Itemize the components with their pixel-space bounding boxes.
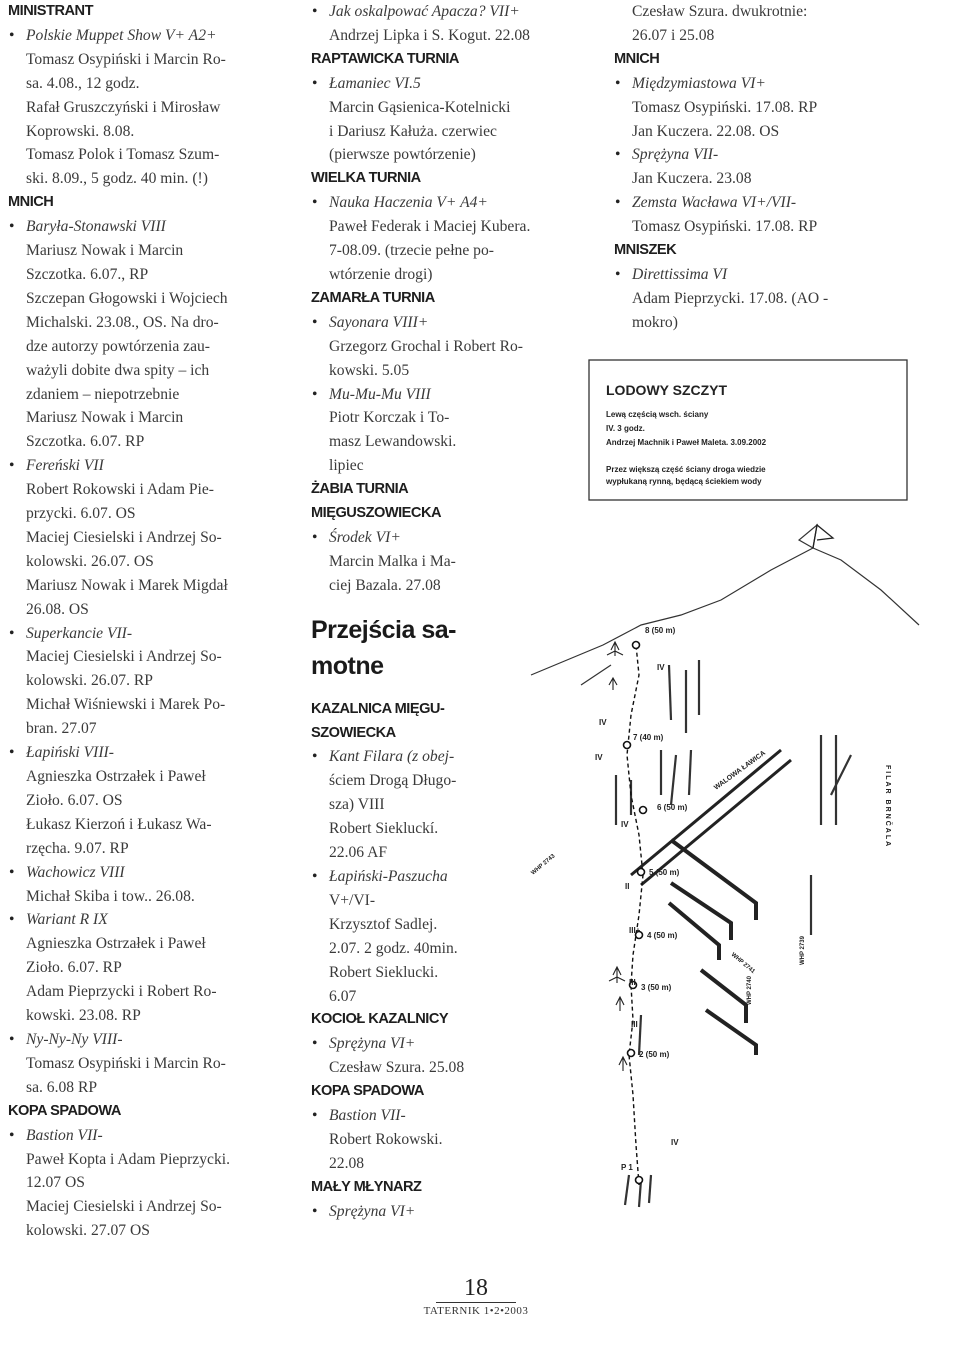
- ascent-detail: Grzegorz Grochal i Robert Ro-: [329, 337, 523, 355]
- route-entry: • Polskie Muppet Show V+ A2+: [8, 24, 300, 48]
- ascent-detail: Andrzej Lipka i S. Kogut. 22.08: [329, 26, 530, 44]
- grade-3: IV: [595, 753, 603, 762]
- ascent-detail: Koprowski. 8.08.: [26, 122, 135, 140]
- ascent-detail: Marcin Malka i Ma-: [329, 552, 456, 570]
- ascent-detail: Paweł Federak i Maciej Kubera.: [329, 218, 531, 236]
- section-heading: KAZALNICA MIĘGU-: [311, 700, 445, 717]
- ascent-detail: Michał Wiśniewski i Marek Po-: [26, 696, 226, 714]
- ascent-detail: Czesław Szura. 25.08: [329, 1059, 465, 1077]
- route-entry: • Wariant R IX: [8, 908, 300, 932]
- ascent-detail: Tomasz Osypiński i Marcin Ro-: [26, 50, 226, 68]
- ledge-label: WALOWA ŁAWICA: [713, 749, 767, 792]
- route-entry: • Łapiński-Paszucha: [311, 865, 601, 889]
- section-heading: MIĘGUSZOWIECKA: [311, 505, 442, 522]
- grade-7: III: [629, 978, 636, 987]
- route-line: [627, 645, 643, 1185]
- section-heading: ZAMARŁA TURNIA: [311, 289, 435, 306]
- belay-4-label: 4 (50 m): [647, 931, 678, 940]
- ascent-detail: 2.07. 2 godz. 40min.: [329, 939, 458, 957]
- ascent-detail: ski. 8.09., 5 godz. 40 min. (!): [26, 170, 208, 188]
- grade-8: III: [631, 1020, 638, 1029]
- ascent-detail: kowski. 23.08. RP: [26, 1007, 141, 1025]
- ascent-detail: Rafał Gruszczyński i Mirosław: [26, 98, 221, 116]
- route-label-2743: WHP 2743: [530, 853, 557, 877]
- route-entry: • Direttissima VI: [614, 263, 914, 287]
- page-number: 18: [464, 1275, 488, 1301]
- page-footer: [376, 1274, 576, 1317]
- route-entry: • Sprężyna VI+: [311, 1200, 601, 1224]
- ascent-detail: 12.07 OS: [26, 1174, 85, 1192]
- walowa-ledge: [631, 750, 791, 885]
- ascent-detail: 26.08. OS: [26, 600, 89, 618]
- ascent-detail: Zioło. 6.07. RP: [26, 959, 122, 977]
- belay-6-label: 6 (50 m): [657, 803, 688, 812]
- route-entry: • Nauka Haczenia V+ A4+: [311, 191, 601, 215]
- ascent-detail: 26.07 i 25.08: [632, 26, 715, 44]
- topo-note-1: Przez większą część ściany droga wiedzie: [606, 465, 766, 474]
- grade-5: II: [625, 882, 630, 891]
- ascent-detail: Paweł Kopta i Adam Pieprzycki.: [26, 1150, 230, 1168]
- belay-labels: [621, 626, 688, 1172]
- ascent-detail: Adam Pieprzycki. 17.08. (AO -: [632, 289, 829, 307]
- ascent-detail: Maciej Ciesielski i Andrzej So-: [26, 528, 222, 546]
- ascent-detail: Robert Siekluckí.: [329, 820, 439, 838]
- route-entry: • Sayonara VIII+: [311, 311, 601, 335]
- ascent-detail: bran. 27.07: [26, 720, 97, 738]
- topo-title: LODOWY SZCZYT: [606, 382, 728, 398]
- route-entry: • Wachowicz VIII: [8, 861, 300, 885]
- route-entry: • Mu-Mu-Mu VIII: [311, 383, 601, 407]
- topo-line-1: Lewą częścią wsch. ściany: [606, 410, 709, 419]
- start-label: P 1: [621, 1163, 633, 1172]
- ascent-detail: Tomasz Polok i Tomasz Szum-: [26, 146, 220, 164]
- grade-6: III+: [629, 926, 641, 935]
- ascent-detail: kolowski. 27.07 OS: [26, 1222, 150, 1240]
- ascent-detail: Łukasz Kierzoń i Łukasz Wa-: [26, 815, 212, 833]
- route-entry: • Baryła-Stonawski VIII: [8, 215, 300, 239]
- grade-2: IV: [599, 718, 607, 727]
- route-entry: • Ny-Ny-Ny VIII-: [8, 1028, 300, 1052]
- ascent-detail: sza) VIII: [329, 796, 385, 814]
- route-entry: • Kant Filara (z obej-: [311, 745, 601, 769]
- section-heading: RAPTAWICKA TURNIA: [311, 50, 459, 67]
- route-label-2741: WHP 2741: [729, 951, 756, 976]
- ascent-detail: (pierwsze powtórzenie): [329, 146, 476, 164]
- ascent-detail: Szczepan Głogowski i Wojciech: [26, 289, 228, 307]
- ascent-detail: sa. 4.08., 12 godz.: [26, 74, 140, 92]
- ascent-detail: 22.06 AF: [329, 844, 388, 862]
- route-entry: • Międzymiastowa VI+: [614, 72, 914, 96]
- route-entry: • Sprężyna VII-: [614, 143, 914, 167]
- ascent-detail: Zioło. 6.07. OS: [26, 791, 123, 809]
- ascent-detail: lipiec: [329, 457, 364, 475]
- ascent-detail: Piotr Korczak i To-: [329, 409, 450, 427]
- section-heading: KOCIOŁ KAZALNICY: [311, 1011, 449, 1028]
- pillar-label: FILAR BRNČALA: [884, 765, 891, 849]
- ascent-detail: Michał Skiba i tow.. 26.08.: [26, 887, 195, 905]
- route-entry: • Łapiński VIII-: [8, 741, 300, 765]
- topo-line-3: Andrzej Machnik i Paweł Maleta. 3.09.2002: [606, 438, 767, 447]
- belay-5-label: 5 (50 m): [649, 868, 680, 877]
- route-entry: • Zemsta Wacława VI+/VII-: [614, 191, 914, 215]
- journal-name: TATERNIK 1•2•2003: [423, 1305, 529, 1317]
- ascent-detail: rzęcha. 9.07. RP: [26, 839, 129, 857]
- text-column-3: [614, 0, 914, 335]
- route-entry: • Fereński VII: [8, 454, 300, 478]
- belay-2-label: 2 (50 m): [639, 1050, 670, 1059]
- topo-terraces: [669, 840, 756, 1055]
- topo-line-2: IV. 3 godz.: [606, 424, 645, 433]
- section-heading: SZOWIECKA: [311, 724, 396, 741]
- ascent-detail: ciej Bazala. 27.08: [329, 576, 441, 594]
- ascent-detail: Maciej Ciesielski i Andrzej So-: [26, 1198, 222, 1216]
- ascent-detail: zdaniem – niepotrzebnie: [26, 385, 180, 403]
- grade-9: IV: [671, 1138, 679, 1147]
- grade-4: IV: [621, 820, 629, 829]
- ascent-detail: Tomasz Osypiński. 17.08. RP: [632, 98, 818, 116]
- ascent-detail: Czesław Szura. dwukrotnie:: [632, 3, 808, 20]
- subsection-title: Przejścia sa-: [311, 615, 456, 644]
- ascent-detail: mokro): [632, 313, 678, 331]
- ascent-detail: i Dariusz Kałuża. czerwiec: [329, 122, 497, 140]
- ascent-detail: ściem Drogą Długo-: [329, 772, 457, 790]
- ascent-detail: Mariusz Nowak i Marek Migdał: [26, 576, 228, 594]
- footer-rule: [436, 1302, 516, 1303]
- ascent-detail: przycki. 6.07. OS: [26, 505, 136, 523]
- route-topo-diagram: [521, 355, 921, 1215]
- route-entry: • Bastion VII-: [311, 1104, 601, 1128]
- belay-8-label: 8 (50 m): [645, 626, 676, 635]
- ascent-detail: wtórzenie drogi): [329, 265, 433, 283]
- ascent-detail: ważyli dobite dwa spity – ich: [26, 361, 210, 379]
- route-entry: • Jak oskalpować Apacza? VII+: [311, 0, 601, 24]
- subsection-title: motne: [311, 651, 384, 680]
- ascent-detail: Jan Kuczera. 22.08. OS: [632, 122, 780, 140]
- ascent-detail: Maciej Ciesielski i Andrzej So-: [26, 648, 222, 666]
- ascent-detail: sa. 6.08 RP: [26, 1078, 98, 1096]
- ascent-detail: Robert Rokowski.: [329, 1130, 443, 1148]
- ascent-detail: 22.08: [329, 1154, 365, 1172]
- ascent-detail: Jan Kuczera. 23.08: [632, 170, 752, 188]
- section-heading: KOPA SPADOWA: [311, 1083, 424, 1100]
- topo-note-2: wypłukaną rynną, będącą ściekiem wody: [606, 477, 762, 486]
- topo-ridge-lines: [531, 525, 919, 685]
- section-heading: MNISZEK: [614, 242, 677, 259]
- ascent-detail: kolowski. 26.07. OS: [26, 552, 154, 570]
- route-label-2739: WHP 2739: [800, 936, 806, 965]
- ascent-detail: Mariusz Nowak i Marcin: [26, 409, 184, 427]
- ascent-detail: Tomasz Osypiński. 17.08. RP: [632, 218, 818, 236]
- ascent-detail: 6.07: [329, 987, 357, 1005]
- section-heading: MNICH: [614, 50, 660, 67]
- ascent-detail: V+/VI-: [329, 891, 376, 909]
- route-label-2740: WHP 2740: [747, 976, 753, 1005]
- route-entry: • Sprężyna VI+: [311, 1032, 601, 1056]
- ascent-detail: Robert Sieklucki.: [329, 963, 439, 981]
- ascent-detail: Agnieszka Ostrzałek i Paweł: [26, 935, 206, 953]
- section-heading: MINISTRANT: [8, 3, 93, 19]
- section-heading: MNICH: [8, 194, 54, 211]
- route-entry: • Superkancie VII-: [8, 622, 300, 646]
- summit-flag-icon: [813, 525, 833, 548]
- ascent-detail: Krzysztof Sadlej.: [329, 915, 438, 933]
- ascent-detail: Szczotka. 6.07., RP: [26, 265, 149, 283]
- section-heading: MAŁY MŁYNARZ: [311, 1178, 422, 1195]
- section-heading: ŻABIA TURNIA: [311, 481, 409, 498]
- route-entry: • Bastion VII-: [8, 1124, 300, 1148]
- ascent-detail: kolowski. 26.07. RP: [26, 672, 153, 690]
- ascent-detail: Adam Pieprzycki i Robert Ro-: [26, 983, 217, 1001]
- ascent-detail: Michalski. 23.08., OS. Na dro-: [26, 313, 219, 331]
- route-entry: • Łamaniec VI.5: [311, 72, 601, 96]
- section-heading: KOPA SPADOWA: [8, 1102, 121, 1119]
- belay-stations: [624, 642, 647, 1184]
- grade-1: IV: [657, 663, 665, 672]
- section-heading: WIELKA TURNIA: [311, 170, 421, 187]
- text-column-1: [8, 0, 300, 1243]
- ascent-detail: dze autorzy powtórzenia zau-: [26, 337, 210, 355]
- ascent-detail: Mariusz Nowak i Marcin: [26, 242, 184, 260]
- ascent-detail: kowski. 5.05: [329, 361, 410, 379]
- belay-7-label: 7 (40 m): [633, 733, 664, 742]
- ascent-detail: 7-08.09. (trzecie pełne po-: [329, 242, 494, 260]
- ascent-detail: Tomasz Osypiński i Marcin Ro-: [26, 1054, 226, 1072]
- ascent-detail: Agnieszka Ostrzałek i Paweł: [26, 768, 206, 785]
- ascent-detail: Marcin Gąsienica-Kotelnicki: [329, 98, 511, 116]
- ascent-detail: Robert Rokowski i Adam Pie-: [26, 481, 214, 499]
- ascent-detail: Szczotka. 6.07. RP: [26, 433, 145, 451]
- route-entry: • Środek VI+: [311, 526, 601, 550]
- belay-3-label: 3 (50 m): [641, 983, 672, 992]
- ascent-detail: masz Lewandowski.: [329, 433, 457, 451]
